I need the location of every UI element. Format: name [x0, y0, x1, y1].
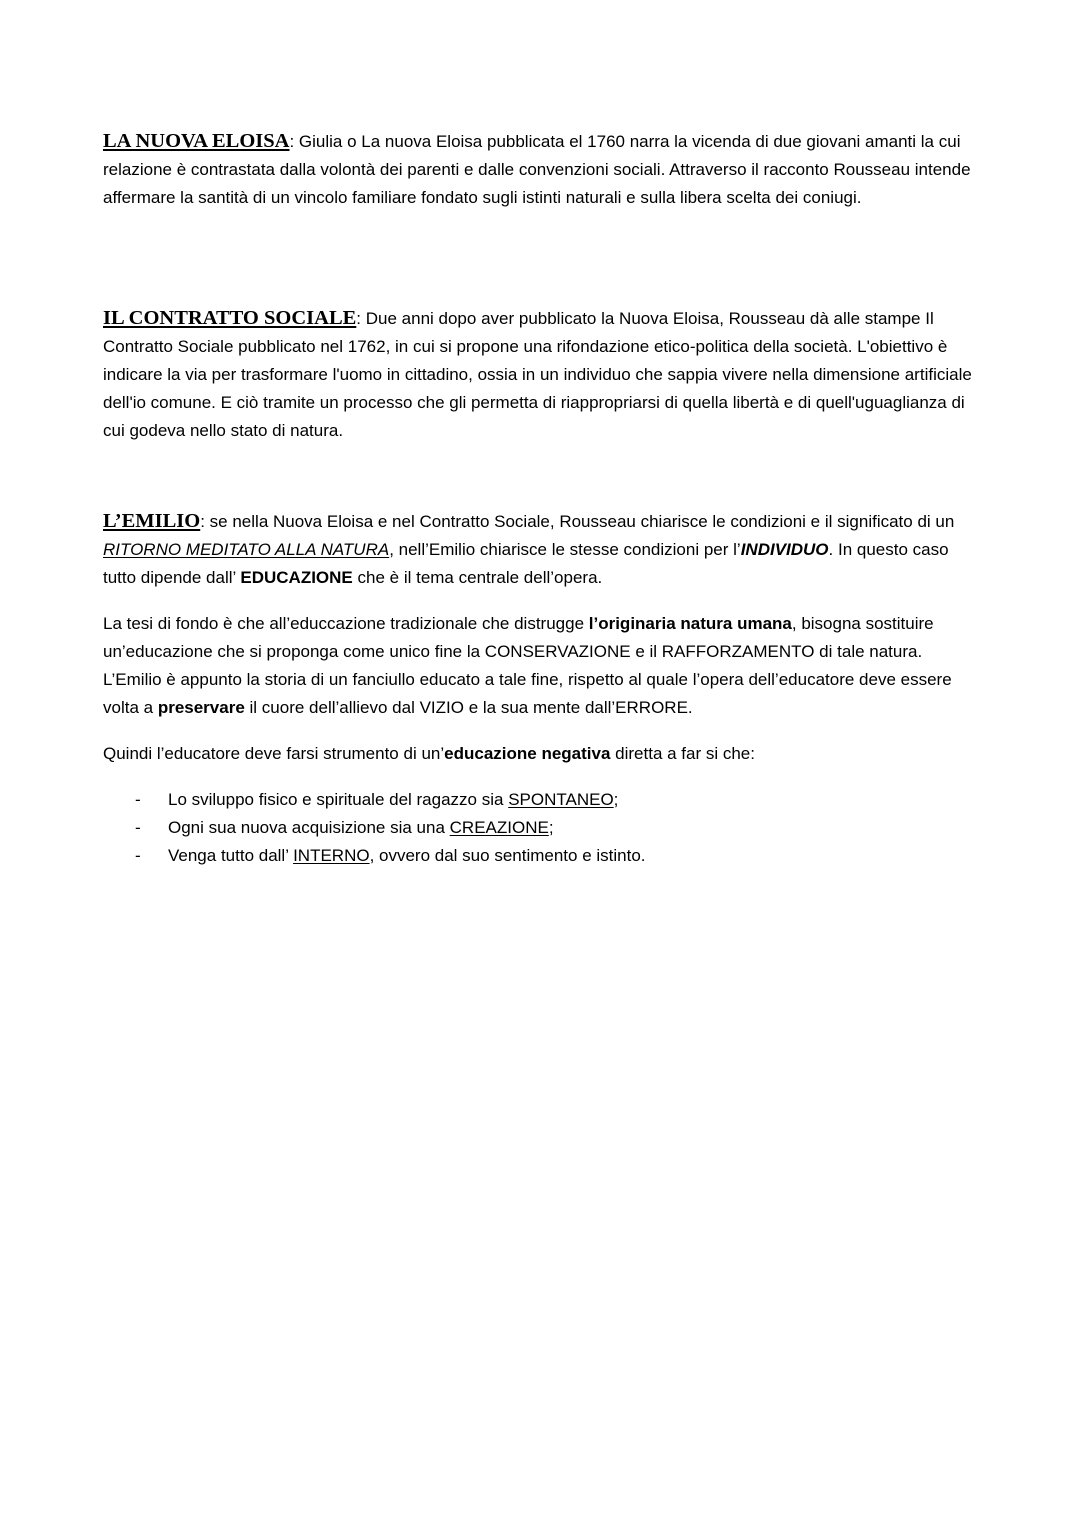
text-run: La tesi di fondo è che all’educcazione tradizionale che distrugge [103, 614, 589, 633]
list-item-keyword: SPONTANEO [508, 790, 614, 809]
emphasis-ritorno: RITORNO MEDITATO ALLA NATURA [103, 540, 390, 559]
list-item-text: Ogni sua nuova acquisizione sia una [168, 818, 450, 837]
text-run: , nell’Emilio chiarisce le stesse condizioni per l’ [389, 540, 741, 559]
text-run: diretta a far si che: [610, 744, 755, 763]
text-run: il cuore dell’allievo dal VIZIO e la sua mente dall’ERRORE. [244, 698, 693, 717]
paragraph [103, 740, 983, 768]
list-item [103, 842, 983, 870]
dash-bullet: - [135, 846, 141, 865]
list-item-text: Venga tutto dall’ [168, 846, 294, 865]
paragraph-text: Giulia o La nuova Eloisa pubblicata el 1760 narra la vicenda di due giovani amanti la cui relazione è contrastata dalla volontà dei parenti e dalle convenzioni sociali. Attraverso il racconto Rousseau intende affermare la santità di un vincolo familiare fondato sugli istinti naturali e sulla libera scelta dei coniugi. [103, 132, 971, 207]
paragraph-text: Due anni dopo aver pubblicato la Nuova Eloisa, Rousseau dà alle stampe Il Contratto Sociale pubblicato nel 1762, in cui si propone una rifondazione etico-politica della società. L'obiettivo è indicare la via per trasformare l'uomo in cittadino, ossia in un individuo che sappia vivere nella dimensione artificiale dell'io comune. E ciò tramite un processo che gli permetta di riappropriarsi di quella libertà e di quell'uguaglianza di cui godeva nello stato di natura. [103, 309, 972, 440]
list-item-text: ; [613, 790, 619, 809]
section-nuova-eloisa [103, 127, 983, 212]
emphasis-individuo: INDIVIDUO [740, 540, 829, 559]
list-item-text: , ovvero dal suo sentimento e istinto. [369, 846, 646, 865]
text-run: Quindi l’educatore deve farsi strumento di un’ [103, 744, 445, 763]
paragraph [103, 127, 983, 212]
text-run: . In questo caso tutto dipende dall’ [103, 540, 949, 587]
paragraph [103, 507, 983, 592]
text-run: se nella Nuova Eloisa e nel Contratto Sociale, Rousseau chiarisce le condizioni e il significato di un [204, 512, 955, 531]
list-item-keyword: CREAZIONE [449, 818, 549, 837]
section-heading: IL CONTRATTO SOCIALE [103, 307, 357, 329]
dash-list [103, 786, 983, 870]
emphasis-negativa: educazione negativa [444, 744, 611, 763]
paragraph [103, 610, 983, 722]
heading-colon: : [200, 512, 205, 531]
dash-bullet: - [135, 790, 141, 809]
heading-colon: : [289, 132, 295, 151]
paragraph [103, 304, 983, 445]
emphasis-educazione: EDUCAZIONE [240, 568, 353, 587]
list-item-text: ; [548, 818, 554, 837]
section-heading: LA NUOVA ELOISA [103, 130, 290, 152]
emphasis-preservare: preservare [157, 698, 245, 717]
section-emilio [103, 507, 983, 870]
list-item [103, 814, 983, 842]
list-item-keyword: INTERNO [293, 846, 370, 865]
list-item [103, 786, 983, 814]
emphasis-natura: l’originaria natura umana [588, 614, 792, 633]
list-item-text: Lo sviluppo fisico e spirituale del ragazzo sia [168, 790, 509, 809]
heading-colon: : [356, 309, 362, 328]
text-run: che è il tema centrale dell’opera. [352, 568, 603, 587]
section-heading: L’EMILIO [103, 510, 201, 532]
section-contratto-sociale [103, 304, 983, 445]
text-run: , bisogna sostituire un’educazione che si proponga come unico fine la CONSERVAZIONE e il RAFFORZAMENTO di tale natura. L’Emilio è appunto la storia di un fanciullo educato a tale fine, rispetto al quale l’opera dell’educatore deve essere volta a [103, 614, 952, 717]
dash-bullet: - [135, 818, 141, 837]
